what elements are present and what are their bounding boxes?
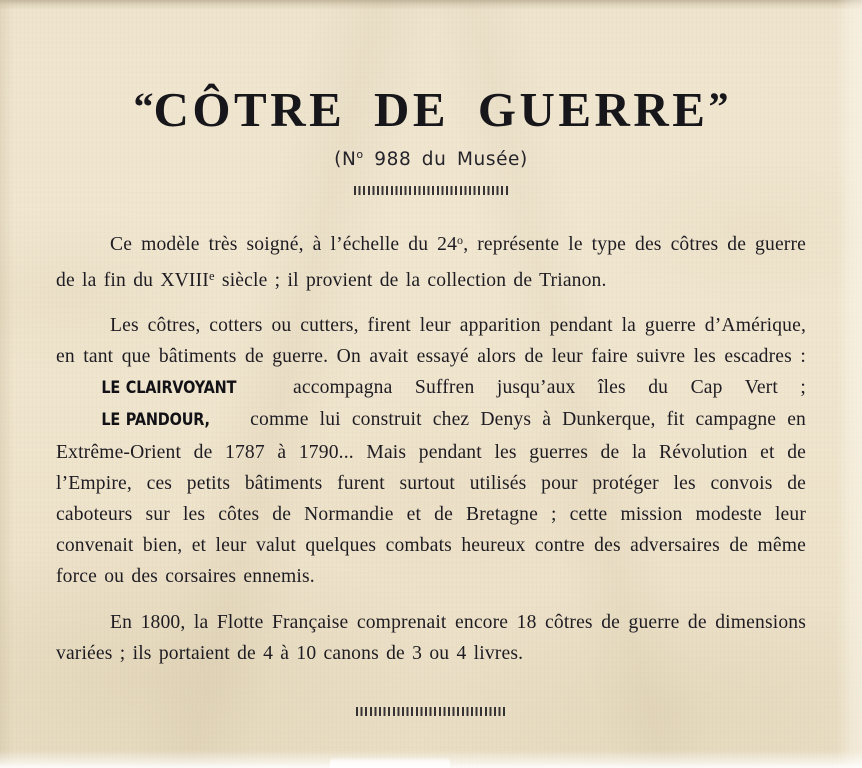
ornament-divider-top <box>354 186 508 195</box>
text-run: Ce modèle très soigné, à l’échelle du 24 <box>110 234 458 256</box>
museum-number <box>56 148 806 170</box>
superscript: o <box>457 233 464 248</box>
body-text <box>56 225 806 669</box>
paragraph-history <box>56 310 806 593</box>
title-open-quote: “ <box>133 84 154 129</box>
ornament-divider-bottom <box>356 707 506 716</box>
museum-number-ordinal: o <box>356 148 364 162</box>
ship-name: LE CLAIRVOYANT <box>101 378 237 399</box>
text-run: comme lui construit chez Denys à Dunkerque, fit campagne en Extrême-Orient de 1787 à 1790... Mais pendant les guerres de la Révolution et de l’Empire, ces petits bâtiments furent surtout utilisés pour protéger les convois de caboteurs sur les côtes de Normandie et de Bretagne ; cette mission modeste leur convenait bien, et leur valut quelques combats heureux contre des adversaires de même force ou des corsaires ennemis. <box>56 409 806 588</box>
museum-number-prefix: (N <box>334 149 357 171</box>
museum-number-rest: 988 du Musée) <box>363 149 528 171</box>
page-title <box>56 0 806 135</box>
title-close-quote: ” <box>708 84 729 129</box>
text-run: siècle ; il provient de la collection de Trianon. <box>214 269 607 291</box>
ship-name: LE PANDOUR, <box>101 410 210 431</box>
paragraph-intro <box>56 225 806 295</box>
paragraph-fleet-1800 <box>56 607 806 669</box>
text-run: En 1800, la Flotte Française comprenait encore 18 côtres de guerre de dimensions variées ; ils portaient de 4 à 10 canons de 3 ou 4 livres. <box>56 611 806 664</box>
text-run: Les côtres, cotters ou cutters, firent leur apparition pendant la guerre d’Amérique, en tant que bâtiments de guerre. On avait essayé alors de leur faire suivre les escadres : <box>56 314 806 368</box>
text-run: , représente le type des côtres de guerre de la fin du XVIII <box>56 234 806 291</box>
text-run: accompagna Suffren jusqu’aux îles du Cap Vert ; <box>270 377 806 399</box>
superscript: e <box>208 268 215 283</box>
scan-edge-bottom-notch <box>330 757 450 768</box>
scan-edge-bottom <box>0 750 862 768</box>
title-text: CÔTRE DE GUERRE <box>153 82 709 137</box>
